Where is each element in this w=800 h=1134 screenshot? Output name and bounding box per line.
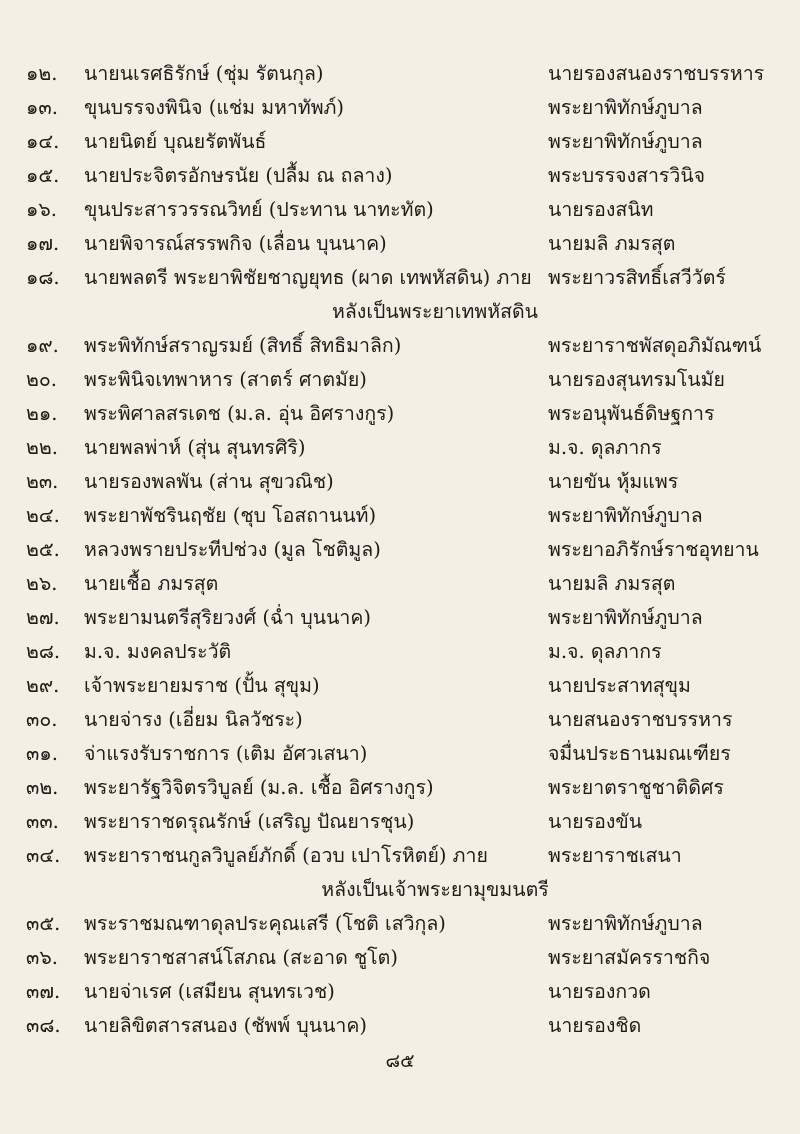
entry-presenter: พระยาพิทักษ์ภูบาล [548,504,703,527]
entry-number: ๓๓. [26,810,59,833]
entry-number: ๒๑. [26,402,58,425]
entry-continuation: หลังเป็นพระยาเทพหัสดิน [332,300,538,323]
entry-number: ๓๐. [26,708,58,731]
entry-presenter: นายรองสุนทรมโนมัย [548,368,725,391]
entry-name: นายลิขิตสารสนอง (ชัพพ์ บุนนาค) [84,1014,368,1037]
list-item [0,262,800,296]
entry-number: ๓๕. [26,912,61,935]
entry-number: ๓๔. [26,844,61,867]
entry-presenter: ม.จ. ดุลภากร [548,436,662,459]
entry-presenter: พระยาราชพัสดุอภิมัณฑน์ [548,334,762,357]
entry-presenter: ม.จ. ดุลภากร [548,640,662,663]
list-item [0,92,800,126]
entry-presenter: นายมลิ ภมรสุต [548,232,676,255]
list-item [0,466,800,500]
entry-presenter: นายรองสนองราชบรรหาร [548,62,765,85]
entry-number: ๑๘. [26,266,60,289]
entry-number: ๑๕. [26,164,60,187]
entry-number: ๓๗. [26,980,61,1003]
entry-presenter: พระยาพิทักษ์ภูบาล [548,912,703,935]
entry-name: นายนเรศธิรักษ์ (ชุ่ม รัตนกุล) [84,62,324,85]
list-item [0,1010,800,1044]
entry-name: จ่าแรงรับราชการ (เติม อัศวเสนา) [84,742,368,765]
entry-number: ๒๕. [26,538,60,561]
entry-presenter: พระยาราชเสนา [548,844,682,867]
entry-number: ๑๒. [26,62,58,85]
list-item [0,976,800,1010]
entry-number: ๓๒. [26,776,59,799]
entry-presenter: พระยาพิทักษ์ภูบาล [548,130,703,153]
entry-number: ๒๓. [26,470,59,493]
entry-name: ม.จ. มงคลประวัติ [84,640,232,663]
entry-number: ๒๖. [26,572,58,595]
entry-continuation: หลังเป็นเจ้าพระยามุขมนตรี [321,878,549,901]
entry-name: พระพิศาลสรเดช (ม.ล. อุ่น อิศรางกูร) [84,402,395,425]
entry-presenter: พระอนุพันธ์ดิษฐการ [548,402,715,425]
list-item [0,602,800,636]
entry-presenter: นายรองชิด [548,1014,642,1037]
entry-number: ๑๖. [26,198,57,221]
list-item [0,942,800,976]
entry-number: ๓๘. [26,1014,61,1037]
entry-presenter: พระยาพิทักษ์ภูบาล [548,96,703,119]
entry-name: พระยาพัชรินฤชัย (ชุบ โอสถานนท์) [84,504,377,527]
entry-number: ๑๗. [26,232,60,255]
list-item [0,772,800,806]
entry-number: ๒๐. [26,368,57,391]
list-item [0,194,800,228]
page-number: ๘๕ [385,1050,415,1072]
entry-number: ๒๔. [26,504,60,527]
list-item [0,670,800,704]
entry-number: ๓๖. [26,946,58,969]
entry-name: พระยามนตรีสุริยวงศ์ (ฉ่ำ บุนนาค) [84,606,372,629]
entry-name: พระยารัฐวิจิตรวิบูลย์ (ม.ล. เชื้อ อิศรางกูร) [84,776,434,799]
entry-presenter: นายรองกวด [548,980,651,1003]
list-item [0,534,800,568]
entry-presenter: นายรองขัน [548,810,643,833]
entry-name: ขุนประสารวรรณวิทย์ (ประทาน นาทะทัต) [84,198,434,221]
entry-name: นายพลตรี พระยาพิชัยชาญยุทธ (ผาด เทพหัสดิน) ภาย [84,266,532,289]
entry-name: นายประจิตรอักษรนัย (ปลื้ม ณ ถลาง) [84,164,393,187]
list-item [0,636,800,670]
entry-number: ๒๘. [26,640,61,663]
list-item [0,160,800,194]
entry-number: ๓๑. [26,742,58,765]
list-item [0,908,800,942]
entry-name: เจ้าพระยายมราช (ปั้น สุขุม) [84,674,320,697]
entry-name: พระยาราชสาสน์โสภณ (สะอาด ชูโต) [84,946,398,969]
entry-presenter: นายขัน หุ้มแพร [548,470,679,493]
list-item [0,126,800,160]
entry-name: หลวงพรายประทีปช่วง (มูล โชติมูล) [84,538,381,561]
list-item [0,840,800,874]
entry-presenter: พระยาพิทักษ์ภูบาล [548,606,703,629]
entry-number: ๒๙. [26,674,60,697]
entry-presenter: นายประสาทสุขุม [548,674,691,697]
entry-number: ๑๔. [26,130,60,153]
entry-number: ๑๙. [26,334,59,357]
list-item [0,806,800,840]
entry-name: พระพิทักษ์สราญรมย์ (สิทธิ์ สิทธิมาลิก) [84,334,402,357]
list-item [0,704,800,738]
entry-number: ๒๒. [26,436,58,459]
entry-name: พระราชมณฑาดุลประคุณเสรี (โชติ เสวิกุล) [84,912,446,935]
list-item [0,330,800,364]
list-item [0,568,800,602]
list-item [0,500,800,534]
entry-name: พระยาราชดรุณรักษ์ (เสริญ ปัณยารชุน) [84,810,415,833]
entry-name: นายพลพ่าห์ (สุ่น สุนทรศิริ) [84,436,306,459]
list-item [0,432,800,466]
entry-number: ๑๓. [26,96,58,119]
entry-name: พระพินิจเทพาหาร (สาตร์ ศาตมัย) [84,368,367,391]
entry-name: นายพิจารณ์สรรพกิจ (เลื่อน บุนนาค) [84,232,387,255]
entry-list [0,58,800,1044]
entry-presenter: นายรองสนิท [548,198,654,221]
entry-name: นายรองพลพัน (ส่าน สุขวณิช) [84,470,334,493]
entry-presenter: นายสนองราชบรรหาร [548,708,733,731]
list-item [0,228,800,262]
list-item [0,364,800,398]
entry-number: ๒๗. [26,606,60,629]
entry-name: ขุนบรรจงพินิจ (แช่ม มหาทัพภ์) [84,96,345,119]
entry-presenter: พระบรรจงสารวินิจ [548,164,706,187]
list-item [0,58,800,92]
entry-presenter: พระยาอภิรักษ์ราชอุทยาน [548,538,759,561]
entry-name: นายจ่ารง (เอี่ยม นิลวัชระ) [84,708,303,731]
entry-presenter: จมื่นประธานมณเฑียร [548,742,731,765]
entry-name: นายจ่าเรศ (เสมียน สุนทรเวช) [84,980,335,1003]
entry-presenter: พระยาสมัครราชกิจ [548,946,711,969]
list-item [0,738,800,772]
entry-name: นายนิตย์ บุณยรัตพันธ์ [84,130,267,153]
entry-name: นายเชื้อ ภมรสุต [84,572,219,595]
entry-presenter: พระยาตราชูชาติดิศร [548,776,724,799]
entry-name: พระยาราชนกูลวิบูลย์ภักดิ์ (อวบ เปาโรหิตย์) ภาย [84,844,488,867]
entry-presenter: นายมลิ ภมรสุต [548,572,676,595]
list-item [0,398,800,432]
entry-presenter: พระยาวรสิทธิ์เสวีวัตร์ [548,266,726,289]
